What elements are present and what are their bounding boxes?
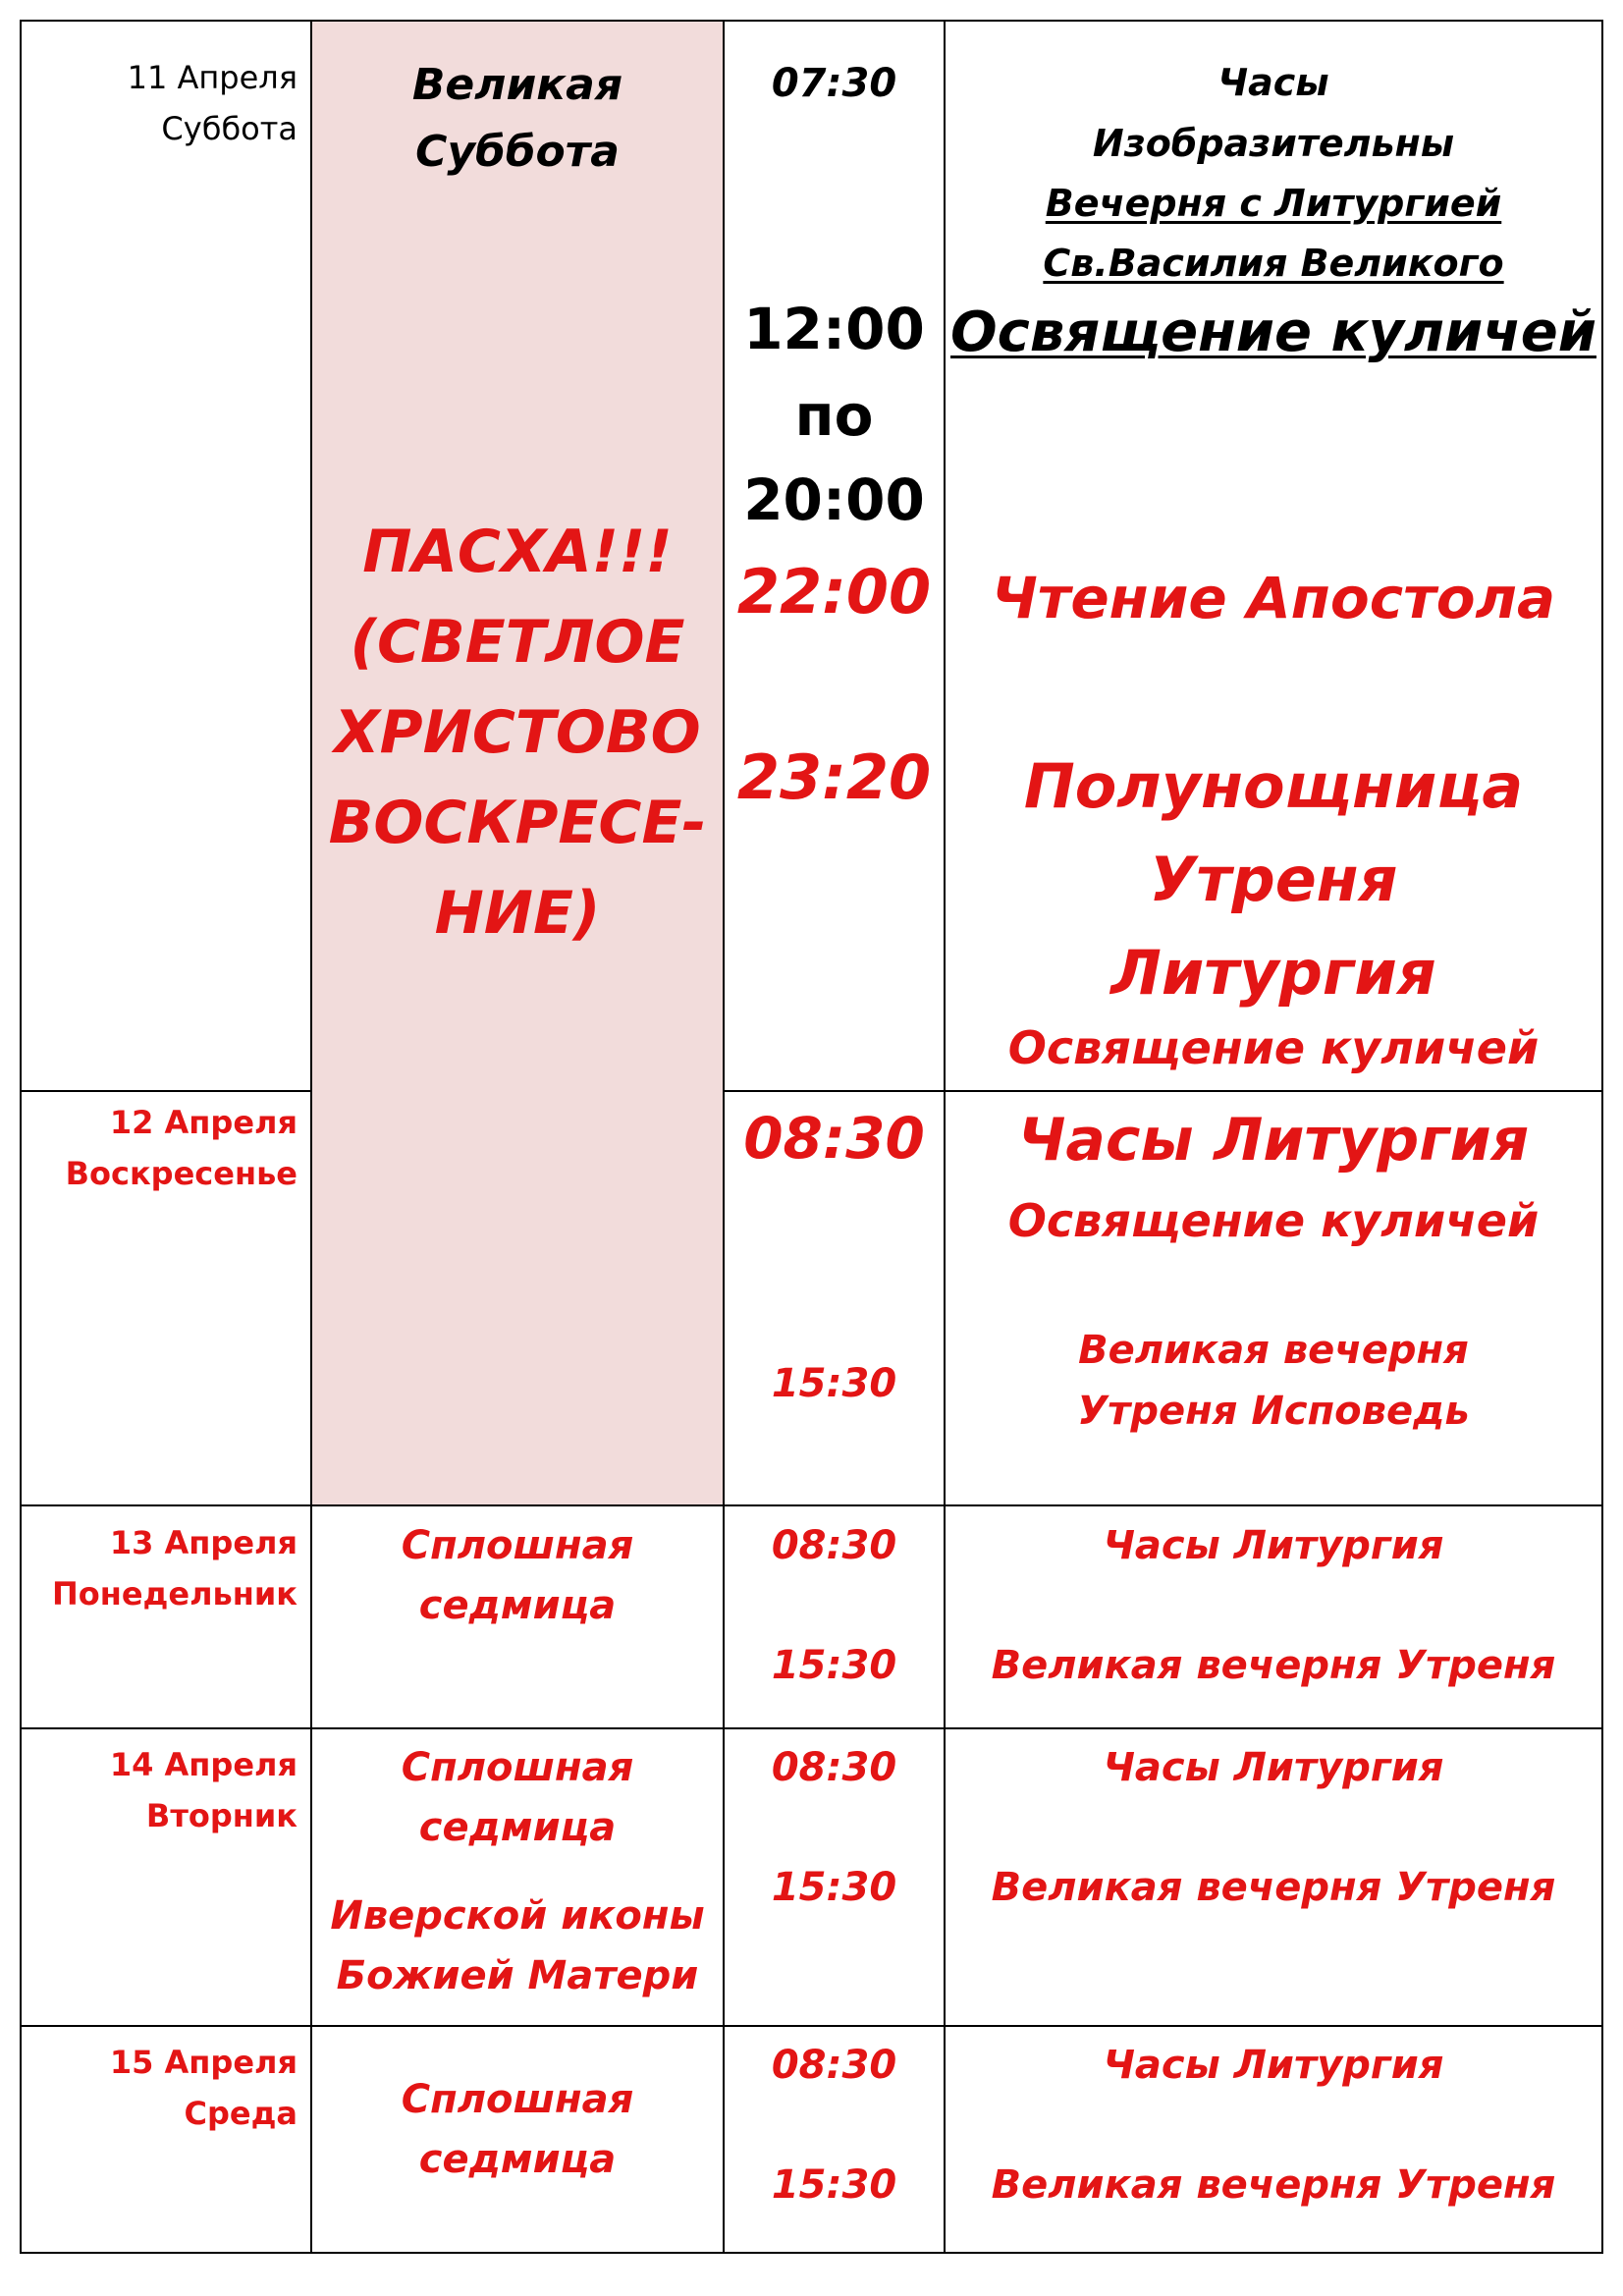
day2-weekday: Воскресенье (65, 1155, 298, 1192)
day1-feast2-line4: ВОСКРЕСЕ- (328, 789, 707, 857)
day2-time-1: 08:30 (743, 1105, 925, 1172)
day1-date: 11 Апреля (127, 59, 298, 96)
day2-service-1: Часы Литургия (1017, 1106, 1530, 1175)
day2-time-2: 15:30 (771, 1361, 897, 1406)
day1-time-3: 22:00 (736, 556, 932, 628)
day5-feast-line2: седмица (418, 2137, 617, 2182)
row-divider-1b (723, 1090, 1603, 1092)
day4-time-1: 08:30 (771, 1745, 897, 1790)
day4-weekday: Вторник (145, 1797, 298, 1834)
day3-weekday: Понедельник (51, 1575, 298, 1613)
day1-service-4-line1: Полунощница (1023, 750, 1524, 822)
day1-service-1-line2: Изобразительны (1092, 122, 1455, 165)
day4-service-2: Великая вечерня Утреня (991, 1865, 1556, 1910)
day2-date: 12 Апреля (109, 1104, 298, 1141)
day1-time-2-sep: по (794, 382, 874, 449)
table-border-left (20, 20, 22, 2254)
day1-service-3: Чтение Апостола (991, 565, 1556, 631)
day1-weekday: Суббота (161, 110, 298, 147)
row-divider-2 (20, 1504, 1603, 1506)
day5-time-2: 15:30 (771, 2162, 897, 2208)
day3-feast-line1: Сплошная (401, 1523, 634, 1568)
day2-service-1b: Освящение куличей (1007, 1194, 1540, 1247)
day3-date: 13 Апреля (109, 1524, 298, 1561)
row-divider-1a (20, 1090, 312, 1092)
day5-weekday: Среда (184, 2095, 298, 2132)
day2-service-2-line2: Утреня Исповедь (1077, 1389, 1470, 1434)
row-divider-4 (20, 2025, 1603, 2027)
day5-service-1: Часы Литургия (1103, 2043, 1444, 2088)
table-border-top (20, 20, 1603, 22)
day1-service-1-line1: Часы (1217, 61, 1329, 104)
day4-feast-line1: Сплошная (401, 1745, 634, 1790)
table-border-bottom (20, 2252, 1603, 2254)
day3-service-2: Великая вечерня Утреня (991, 1643, 1556, 1688)
day1-service-4-line2: Утреня (1149, 844, 1398, 915)
day5-date: 15 Апреля (109, 2044, 298, 2081)
day4-feast-extra-line1: Иверской иконы (330, 1893, 705, 1939)
day2-service-2-line1: Великая вечерня (1078, 1328, 1469, 1373)
day4-service-1: Часы Литургия (1103, 1745, 1444, 1790)
day1-feast2-line2: (СВЕТЛОЕ (350, 608, 685, 677)
day1-service-2: Освящение куличей (950, 301, 1596, 364)
day1-feast2-line5: НИЕ) (434, 879, 601, 948)
day3-time-2: 15:30 (771, 1643, 897, 1688)
row-divider-3 (20, 1727, 1603, 1729)
day1-feast-line1: Великая (411, 60, 623, 110)
day1-service-1-line4: Св.Василия Великого (1043, 242, 1504, 285)
day1-feast2-line1: ПАСХА!!! (362, 518, 673, 586)
day1-time-2-end: 20:00 (743, 466, 925, 533)
day1-feast2-line3: ХРИСТОВО (334, 698, 701, 767)
day3-service-1: Часы Литургия (1103, 1523, 1444, 1568)
day4-feast-line2: седмица (418, 1805, 617, 1850)
day4-time-2: 15:30 (771, 1865, 897, 1910)
day1-time-2-start: 12:00 (743, 296, 925, 362)
day1-service-4-line3: Литургия (1110, 937, 1436, 1009)
day1-feast-line2: Суббота (415, 127, 620, 177)
table-border-right (1601, 20, 1603, 2254)
day1-time-4: 23:20 (736, 741, 932, 813)
day5-time-1: 08:30 (771, 2043, 897, 2088)
day1-time-1: 07:30 (771, 61, 897, 106)
day1-service-5: Освящение куличей (1007, 1021, 1540, 1074)
day4-feast-extra-line2: Божией Матери (336, 1953, 699, 1998)
day3-time-1: 08:30 (771, 1523, 897, 1568)
day5-service-2: Великая вечерня Утреня (991, 2162, 1556, 2208)
day3-feast-line2: седмица (418, 1583, 617, 1628)
day4-date: 14 Апреля (109, 1746, 298, 1783)
schedule-table (20, 20, 1603, 2254)
day5-feast-line1: Сплошная (401, 2077, 634, 2122)
day1-service-1-line3: Вечерня с Литургией (1045, 182, 1502, 225)
